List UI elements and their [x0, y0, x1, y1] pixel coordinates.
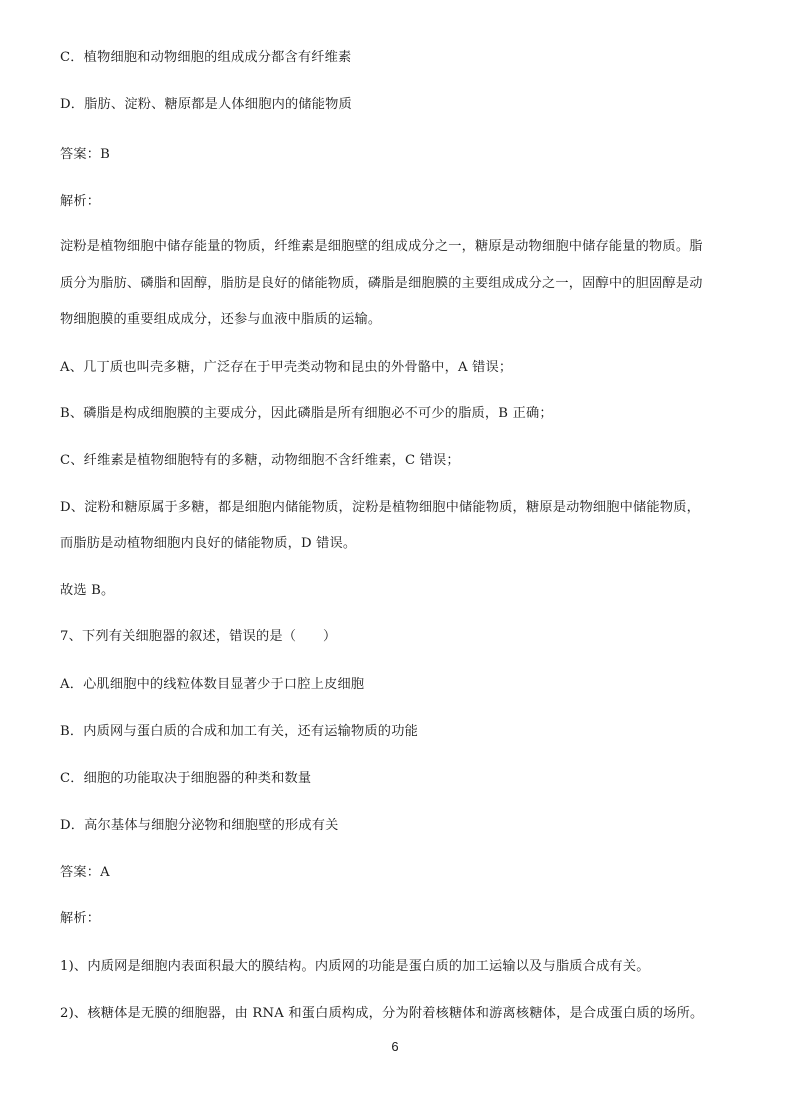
analysis-option-c: C、纤维素是植物细胞特有的多糖，动物细胞不含纤维素，C 错误； — [60, 453, 460, 468]
analysis-option-a: A、几丁质也叫壳多糖，广泛存在于甲壳类动物和昆虫的外骨骼中，A 错误； — [60, 360, 513, 375]
analysis-option-b: B、磷脂是构成细胞膜的主要成分，因此磷脂是所有细胞必不可少的脂质，B 正确； — [60, 406, 553, 421]
analysis-label-2: 解析： — [60, 911, 101, 926]
question-7-option-b: B．内质网与蛋白质的合成和加工有关，还有运输物质的功能 — [60, 724, 418, 739]
analysis-paragraph-3: 物细胞膜的重要组成成分，还参与血液中脂质的运输。 — [60, 312, 382, 327]
question-7: 7、下列有关细胞器的叙述，错误的是（ ） — [60, 629, 337, 644]
analysis-paragraph-2: 质分为脂肪、磷脂和固醇，脂肪是良好的储能物质，磷脂是细胞膜的主要组成成分之一，固醇中的胆固醇是动 — [60, 276, 703, 291]
analysis-label: 解析： — [60, 194, 101, 209]
option-d-prev: D．脂肪、淀粉、糖原都是人体细胞内的储能物质 — [60, 97, 352, 112]
analysis-point-2: 2)、核糖体是无膜的细胞器，由 RNA 和蛋白质构成，分为附着核糖体和游离核糖体，是合成蛋白质的场所。 — [60, 1006, 704, 1021]
analysis-paragraph-1: 淀粉是植物细胞中储存能量的物质，纤维素是细胞壁的组成成分之一，糖原是动物细胞中储存能量的物质。脂 — [60, 239, 703, 254]
answer-label: 答案：B — [60, 147, 111, 162]
page-number: 6 — [391, 1039, 399, 1054]
question-7-option-c: C．细胞的功能取决于细胞器的种类和数量 — [60, 771, 312, 786]
analysis-option-d-1: D、淀粉和糖原属于多糖，都是细胞内储能物质，淀粉是植物细胞中储能物质，糖原是动物细胞中储能物质， — [60, 500, 700, 515]
question-7-option-a: A．心肌细胞中的线粒体数目显著少于口腔上皮细胞 — [60, 677, 365, 692]
option-c-prev: C．植物细胞和动物细胞的组成成分都含有纤维素 — [60, 50, 352, 65]
conclusion: 故选 B。 — [60, 583, 115, 598]
answer-label-2: 答案：A — [60, 865, 110, 880]
analysis-option-d-2: 而脂肪是动植物细胞内良好的储能物质，D 错误。 — [60, 536, 357, 551]
question-7-option-d: D．高尔基体与细胞分泌物和细胞壁的形成有关 — [60, 818, 339, 833]
analysis-point-1: 1)、内质网是细胞内表面积最大的膜结构。内质网的功能是蛋白质的加工运输以及与脂质合成有关。 — [60, 959, 650, 974]
